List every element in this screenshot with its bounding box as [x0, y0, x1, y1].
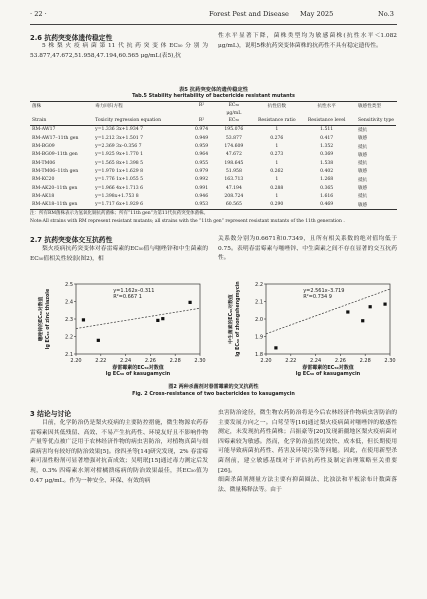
table-cell: 47.194 [225, 185, 242, 191]
table-cell: 0.974 [195, 127, 209, 133]
section-2-6-title: 2.6 抗药突变体遗传稳定性 [30, 34, 113, 42]
section-2-6-right-text: 性水平显著下降，菌株类型均为敏感菌株(抗性水平＜1.082 μg/mL)，说明5株抗药突变体菌株的抗药性不具有稳定遗传性。 [218, 33, 397, 49]
table-header-row-unit [30, 110, 396, 118]
x-tick-label: 2.22 [95, 358, 107, 364]
table-header-cell: Toxicity regression equation [95, 118, 162, 124]
table-row [30, 142, 396, 150]
figure-2b-scatter-zhongshengmycin [220, 276, 400, 382]
section-2-7-right-text: 关系数分别为0.6671和0.7349，且所有相关系数的绝对值均低于0.75。表明春雷霉素与噻唑锌、中生菌素之间不存在显著的交互抗药性。 [218, 236, 397, 262]
table-row [30, 151, 396, 159]
y-tick-label: 2.0 [255, 316, 263, 323]
trend-line [76, 308, 200, 328]
table-header-cell: 菌株 [32, 103, 42, 109]
data-point [274, 346, 277, 349]
table-cell: 0.417 [320, 135, 334, 141]
table-header-row-en [30, 117, 396, 125]
table-5-caption: 表5 抗药突变体的遗传稳定性 [178, 87, 249, 93]
table-cell: 1 [275, 127, 279, 133]
table-cell: 敏感 [357, 202, 368, 208]
table-cell: y=1.776 1x+1.055 5 [95, 177, 144, 183]
table-cell: 0.955 [195, 160, 209, 166]
regression-annotation: y=2.561x–3.719 [303, 288, 345, 294]
table-cell: y=1.212 3x+1.501 7 [95, 135, 144, 141]
table-header-cell: μg/mL [226, 110, 242, 116]
x-axis-label: 春雷霉素的EC₅₀对数值 [112, 365, 164, 371]
table-cell: 抵抗 [357, 127, 368, 133]
table-cell: RM-AW17 [32, 127, 56, 133]
table-cell: 0.273 [270, 152, 284, 158]
y-tick-label: 2.2 [65, 334, 73, 341]
table-5-body [30, 125, 396, 208]
table-row [30, 184, 396, 192]
table-header-cell: 抗性水平 [317, 103, 336, 109]
table-5-note-cn: 注：所有RM菌株表示为氢氧化铜抗药菌株；所有“11th gen”为第11代抗药突变体菌株。 [30, 211, 209, 216]
journal-name: Forest Pest and Disease [209, 10, 289, 18]
table-cell: y=2.369 3x–0.356 7 [95, 144, 142, 150]
table-cell: y=1.970 1x+1.629 8 [95, 168, 144, 174]
data-point [161, 317, 164, 320]
issue-date: May 2025 [300, 10, 334, 18]
table-cell: RM-AK18 [32, 193, 55, 199]
table-cell: 195.076 [224, 127, 244, 133]
x-tick-label: 2.28 [359, 358, 371, 364]
table-header-cell: 毒力回归方程 [95, 103, 123, 109]
x-axis-label: lg EC₅₀ of kasugamycin [105, 371, 171, 377]
table-5-grid [30, 102, 396, 209]
table-header-cell: 抗性倍数 [267, 103, 286, 109]
y-tick-label: 2.3 [65, 316, 73, 323]
table-cell: 198.645 [224, 160, 244, 166]
table-cell: 174.609 [224, 144, 244, 150]
table-cell: 抵抗 [357, 177, 368, 183]
y-tick-label: 2.4 [65, 299, 73, 306]
issue-number: No.3 [378, 10, 394, 18]
figure-2a-scatter-zinc-thiazole [30, 276, 210, 382]
table-row [30, 159, 396, 167]
table-header-cell [301, 110, 352, 118]
section-2-7-left-text: 梨火疫病抗药突变体对春雷霉素的EC₅₀值与噻唑锌和中生菌素的EC₅₀值相关性较弱(图2)，相 [30, 246, 208, 262]
table-cell: 1 [275, 193, 279, 199]
table-header-cell [30, 110, 93, 118]
y-tick-label: 2.2 [255, 281, 263, 288]
table-5-caption-en: Tab.5 Stability heritability of bactericide resistant mutants [132, 93, 295, 99]
x-tick-label: 2.20 [260, 358, 272, 364]
table-header-cell [188, 110, 216, 118]
data-point [156, 319, 159, 322]
regression-annotation: R²=0.734 9 [303, 294, 332, 300]
table-cell: 敏感 [357, 169, 368, 175]
x-tick-label: 2.20 [70, 358, 82, 364]
section-2-7-title: 2.7 抗药突变体交互抗药性 [30, 236, 113, 244]
x-tick-label: 2.28 [169, 358, 181, 364]
table-cell: 1.352 [320, 144, 334, 150]
table-5 [30, 101, 397, 210]
table-cell: RM-KC20 [32, 177, 55, 183]
table-header-cell [93, 110, 188, 118]
table-header-cell: Sensitivity type [357, 118, 394, 124]
table-cell: RM-BG09–11th gen [32, 152, 78, 158]
table-header-cell [352, 110, 396, 118]
y-axis-label: lg EC₅₀ of zinc thiazole [46, 288, 51, 350]
table-row [30, 200, 396, 208]
data-point [346, 310, 349, 313]
x-tick-label: 2.24 [310, 358, 322, 364]
figure-2-caption-en: Fig. 2 Cross-resistance of two bactericides to kasugamycin [132, 391, 295, 397]
x-tick-label: 2.26 [144, 358, 156, 364]
table-cell: RM-BG09 [32, 144, 55, 150]
table-cell: 1.538 [320, 160, 334, 166]
table-cell: y=1.565 8x+1.398 5 [95, 160, 144, 166]
table-header-row-cn [30, 102, 396, 110]
table-cell: 0.964 [195, 152, 209, 158]
y-axis-label: 中生菌素的EC₅₀对数值 [229, 294, 234, 344]
table-cell: 抵抗 [357, 194, 368, 200]
y-tick-label: 1.9 [255, 334, 263, 341]
table-cell: RM-TM06–11th gen [32, 168, 79, 174]
table-cell: 1.268 [320, 177, 334, 183]
table-cell: RM-TM06 [32, 160, 56, 166]
table-5-note-en: Note:All strains with RM represent resistant mutants; all strains with the “11th gen” represent resistant mutants of the 11th generation . [30, 219, 345, 224]
table-cell: 0.959 [195, 144, 209, 150]
table-cell: 0.946 [195, 193, 209, 199]
x-tick-label: 2.26 [334, 358, 346, 364]
table-row [30, 125, 396, 134]
table-cell: 208.724 [224, 193, 244, 199]
table-cell: 1.511 [320, 127, 334, 133]
x-tick-label: 2.24 [120, 358, 132, 364]
data-point [97, 339, 100, 342]
table-header-cell: EC₅₀ [228, 103, 240, 109]
table-cell: 0.365 [320, 185, 334, 191]
table-cell: y=1.717 6x+1.929 6 [95, 202, 144, 208]
data-point [383, 303, 386, 306]
page-number: · 22 · [30, 10, 47, 18]
data-point [188, 301, 191, 304]
table-cell: y=1.336 3x+1.934 7 [95, 127, 144, 133]
regression-annotation: R²=0.667 1 [113, 294, 142, 300]
y-tick-label: 2.1 [65, 351, 73, 358]
section-3-left-text: 目前，化学防治仍是梨火疫病的主要防控措施，微生物源农药春雷霉素因其低残留、高效、不易产生抗药性、环境友好且不影响作物产量等优点被广泛用于农林经济作物的病虫害防治，对植物真菌与细菌病害均有较好的防治效果[5]。徐四圣等[14]研究发现，2% 春雷霉素可湿性粉剂可显著增强对抗苗成效；吴明珉[15]通过毒力测定后发现，0.3% 四霉素水剂对柑橘溃疡病的防治效果最佳，其EC₅₀值为0.47 μg/mL。作为一种安全、环保、有效的病 [30, 420, 208, 484]
table-cell: y=1.925 9x+1.770 1 [95, 152, 144, 158]
table-cell: 51.958 [225, 168, 242, 174]
table-cell: y=1.966 4x+1.713 6 [95, 185, 144, 191]
table-cell: 0.290 [270, 202, 284, 208]
table-row [30, 167, 396, 175]
regression-annotation: y=1.162x–0.311 [113, 288, 155, 294]
table-cell: 0.402 [320, 168, 334, 174]
header-rule [30, 24, 397, 25]
x-axis-label: 春雷霉素的EC₅₀对数值 [302, 365, 354, 371]
table-header-cell: 敏感性类型 [357, 103, 381, 109]
table-cell: 163.713 [224, 177, 244, 183]
x-axis-label: lg EC₅₀ of kasugamycin [295, 371, 361, 377]
table-cell: 抵抗 [357, 161, 368, 167]
section-2-6-left-text: 5株梨火疫病菌第11代抗药突变体EC₅₀分别为53.877,47.672,51.958,47.194,60.565 μg/mL(表5),抗 [30, 43, 208, 59]
table-cell: 敏感 [357, 186, 368, 191]
y-tick-label: 1.8 [255, 351, 263, 358]
table-cell: RM-AK18–11th gen [32, 202, 78, 208]
data-point [369, 305, 372, 308]
table-cell: 0.991 [195, 185, 209, 191]
table-row [30, 176, 396, 184]
table-cell: 0.288 [270, 185, 284, 191]
y-axis-label: lg EC₅₀ of zhongshengmycin [236, 281, 241, 357]
table-cell: 0.276 [270, 135, 284, 141]
y-axis-label: 噻唑锌的EC₅₀对数值 [39, 296, 44, 342]
table-cell: 0.469 [320, 202, 334, 208]
x-tick-label: 2.22 [285, 358, 297, 364]
table-cell: 0.262 [270, 168, 284, 174]
table-cell: 敏感 [357, 152, 368, 158]
table-cell: 1 [275, 177, 279, 183]
table-row [30, 192, 396, 200]
table-header-cell [252, 110, 301, 118]
section-3-title: 3 结论与讨论 [30, 410, 72, 418]
x-tick-label: 2.30 [194, 358, 206, 364]
table-row [30, 134, 396, 142]
table-cell: 0.949 [195, 135, 209, 141]
table-cell: 60.565 [225, 202, 242, 208]
table-cell: 0.369 [320, 152, 334, 158]
table-cell: 1 [275, 144, 279, 150]
table-cell: 53.877 [225, 135, 242, 141]
table-cell: 敏感 [357, 136, 368, 142]
table-cell: 0.953 [195, 202, 209, 208]
section-3-right-text: 虫害防治途径，微生物农药防治将是今后农林经济作物病虫害防治的主要发展方向之一。白莺莹等[16]通过梨火疫病菌对噻唑锌的敏感性测定，未发现抗药性菌株；吕振豪等[20]发现新疆地区梨火疫病菌对四霉素较为敏感。然而，化学防治虽然见效快、成本低，但长期使用可能导致病菌抗药性、药害及环境污染等问题。因此，在使用新型杀菌剂前，建立敏感基线对于评估抗药性及制定治理策略至关重要[26]。 细菌杀菌剂测量方法主要有抑菌圈法、比浊法和平板涂布计数菌落法、微量稀释法等。由于 [218, 410, 397, 493]
table-cell: 47.672 [225, 152, 242, 158]
table-header-cell: EC₅₀ [228, 118, 240, 124]
data-point [82, 318, 85, 321]
x-tick-label: 2.30 [384, 358, 396, 364]
table-header-cell: Strain [32, 118, 47, 124]
figure-2-caption: 图2 两种杀菌剂对春雷霉素的交叉抗药性 [168, 384, 259, 390]
table-cell: y=1.398x+1.753 8 [95, 193, 139, 199]
table-header-cell: R² [198, 118, 205, 124]
y-tick-label: 2.1 [255, 299, 263, 306]
table-cell: 抵抗 [357, 144, 368, 150]
data-point [361, 319, 364, 322]
table-cell: 1.616 [320, 193, 334, 199]
table-cell: 0.992 [195, 177, 209, 183]
table-cell: 1 [275, 160, 279, 166]
y-tick-label: 2.5 [65, 281, 73, 288]
table-cell: RM-AW17–11th gen [32, 135, 79, 141]
table-header-cell: Resistance level [307, 118, 346, 124]
table-header-cell: R² [198, 103, 205, 109]
table-cell: RM-AK20–11th gen [32, 185, 78, 191]
table-cell: 0.979 [195, 168, 209, 174]
table-header-cell: Resistance ratio [257, 118, 296, 124]
